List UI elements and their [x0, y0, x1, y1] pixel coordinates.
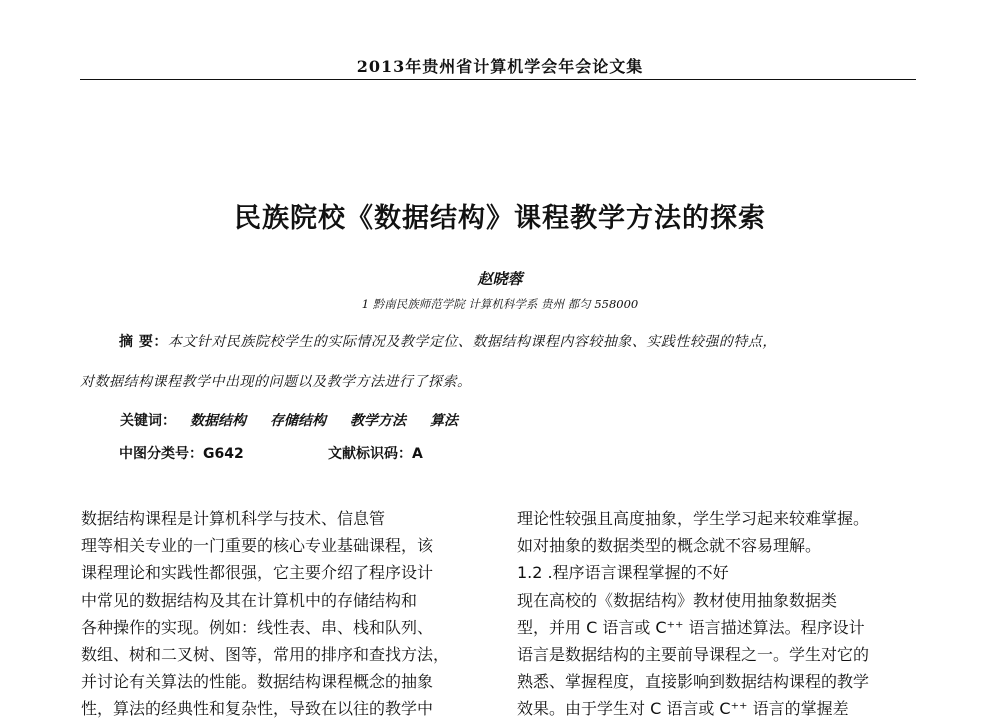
paper-title: 民族院校《数据结构》课程教学方法的探索: [234, 203, 766, 234]
doc-code-label: 文献标识码：: [328, 446, 412, 462]
body-line: 型，并用 C 语言或 C⁺⁺ 语言描述算法。程序设计: [517, 618, 865, 637]
running-header: 2013年贵州省计算机学会年会论文集: [356, 57, 644, 76]
body-line: 理等相关专业的一门重要的核心专业基础课程，该: [81, 536, 434, 555]
body-line: 数据结构课程是计算机科学与技术、信息管: [81, 509, 386, 528]
keywords-line: [120, 410, 482, 430]
keyword: 数据结构: [190, 413, 246, 429]
doc-code-value: A: [412, 446, 423, 462]
body-line: 并讨论有关算法的性能。数据结构课程概念的抽象: [81, 672, 434, 691]
body-line: 效果。由于学生对 C 语言或 C⁺⁺ 语言的掌握差: [517, 699, 849, 718]
abstract-line-2: 对数据结构课程教学中出现的问题以及教学方法进行了探索。: [80, 374, 472, 390]
clc-label: 中图分类号：: [119, 446, 203, 462]
body-line: 中常见的数据结构及其在计算机中的存储结构和: [81, 591, 418, 610]
abstract-text-1: 本文针对民族院校学生的实际情况及教学定位、数据结构课程内容较抽象、实践性较强的特点，: [167, 334, 777, 350]
body-line: 熟悉、掌握程度，直接影响到数据结构课程的教学: [517, 672, 870, 691]
body-line: 如对抽象的数据类型的概念就不容易理解。: [517, 536, 822, 555]
clc-number: [119, 443, 244, 463]
keyword: 存储结构: [270, 413, 326, 429]
body-line: 各种操作的实现。例如：线性表、串、栈和队列、: [81, 618, 434, 637]
keyword: 教学方法: [350, 413, 406, 429]
keywords-label: 关键词：: [120, 413, 176, 429]
body-line: 课程理论和实践性都很强，它主要介绍了程序设计: [81, 563, 434, 582]
document-code: [328, 443, 423, 463]
body-line: 理论性较强且高度抽象，学生学习起来较难掌握。: [517, 509, 870, 528]
body-line: 现在高校的《数据结构》教材使用抽象数据类: [517, 591, 838, 610]
header-rule: [80, 79, 916, 80]
abstract-line-1: [119, 331, 777, 351]
body-line: 性，算法的经典性和复杂性，导致在以往的教学中: [81, 699, 434, 718]
clc-value: G642: [203, 446, 244, 462]
section-heading: 1.2 .程序语言课程掌握的不好: [517, 563, 729, 582]
abstract-label: 摘 要：: [119, 334, 168, 350]
author-affiliation: 1 黔南民族师范学院 计算机科学系 贵州 都匀 558000: [361, 297, 639, 311]
keyword: 算法: [430, 413, 458, 429]
body-line: 语言是数据结构的主要前导课程之一。学生对它的: [517, 645, 870, 664]
body-line: 数组、树和二叉树、图等，常用的排序和查找方法，: [81, 645, 450, 664]
author-name: 赵晓蓉: [477, 270, 523, 288]
